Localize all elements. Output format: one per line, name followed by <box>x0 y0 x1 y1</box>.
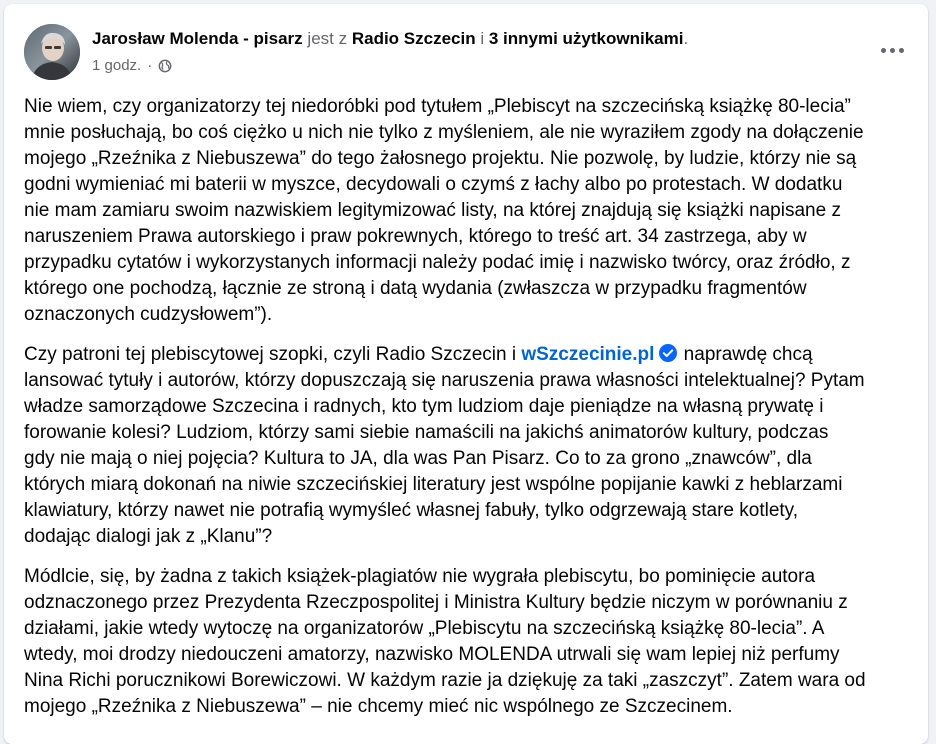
text-line: Nie wiem, czy organizatorzy tej niedoróbki pod tytułem „Plebiscyt na szczecińską książkę 80-lecia” <box>24 96 851 117</box>
text-line: dodając dialogi jak z „Klanu”? <box>24 526 273 547</box>
text-line: godni wymieniać mi baterii w myszce, decydowali o czymś z łachy albo po protestach. W dodatku <box>24 174 843 195</box>
period-text: . <box>683 29 689 48</box>
text-line: działami, jakie wtedy wytoczę na organizatorów „Plebiscytu na szczecińską książkę 80-lecia”. A <box>24 618 825 639</box>
with-text: jest z <box>307 29 348 48</box>
post-timestamp[interactable]: 1 godz. <box>92 57 142 74</box>
text-line: Módlcie, się, by żadna z takich książek-plagiatów nie wygrała plebiscytu, bo pominięcie autora <box>24 566 816 587</box>
text-line: naruszeniem Prawa autorskiego i praw pokrewnych, którego to treść art. 34 zastrzega, aby w <box>24 226 807 247</box>
text-line: których miarą dokonań na niwie szczecińskiej literatury jest wspólne popijanie kawki z heblarzami <box>24 474 843 495</box>
author-avatar[interactable] <box>24 24 80 80</box>
text-line: przypadku cytatów i wykorzystanych informacji należy podać imię i nazwisko twórcy, oraz źródło, z <box>24 252 851 273</box>
post-meta <box>92 56 858 76</box>
text-line: Nina Richi porucznikowi Borewiczowi. W każdym razie ja dziękuję za taki „zaszczyt”. Zatem wara od <box>24 670 866 691</box>
text-line: forowanie kolesi? Ludziom, którzy sami siebie namaścili na jakichś animatorów kultury, podczas <box>24 422 829 443</box>
more-dot <box>899 48 904 53</box>
text-line: lansować tytuły i autorów, którzy dopuszczają się naruszenia prawa własności intelektualnej? Pytam <box>24 370 865 391</box>
text-line: mojego „Rzeźnika z Niebuszewa” – nie chcemy mieć nic wspólnego ze Szczecinem. <box>24 696 733 717</box>
text-line: władze samorządowe Szczecina i radnych, kto tym ludziom daje pieniądze na własną prywatę i <box>24 396 824 417</box>
text-line: odznaczonego przez Prezydenta Rzeczpospolitej i Ministra Kultury będzie niczym w porównaniu z <box>24 592 848 613</box>
others-link[interactable]: 3 innymi użytkownikami <box>488 29 684 48</box>
more-options-button[interactable] <box>872 32 912 68</box>
text-line: nie mam zamiaru swoim nazwiskiem legitymizować listy, na której znajdują się książki napisane z <box>24 200 841 221</box>
text-line: gdy nie mają o niej pojęcia? Kultura to JA, dla was Pan Pisarz. Co to za grono „znawców”, dla <box>24 448 812 469</box>
avatar-image <box>24 24 80 80</box>
tagged-page-link[interactable]: Radio Szczecin <box>351 29 476 48</box>
wszczecinie-page-link[interactable]: wSzczecinie.pl <box>521 344 655 365</box>
and-text: i <box>480 29 485 48</box>
post-text <box>24 94 908 734</box>
text-segment: naprawdę chcą <box>678 344 813 365</box>
text-line: mojego „Rzeźnika z Niebuszewa” do tego żałosnego projektu. Nie pozwolę, by ludzie, którzy nie są <box>24 148 857 169</box>
globe-icon[interactable] <box>158 59 172 73</box>
post-card <box>4 4 928 744</box>
more-options-icon <box>881 48 886 53</box>
text-line <box>24 342 908 368</box>
verified-badge-icon <box>658 343 678 363</box>
text-segment: Czy patroni tej plebiscytowej szopki, czyli Radio Szczecin i <box>24 344 522 365</box>
paragraph-3 <box>24 564 908 720</box>
text-line: klawiatury, którzy nawet nie potrafią wymyśleć własnej fabuły, tylko odgrzewają stare kotlety, <box>24 500 799 521</box>
paragraph-2 <box>24 342 908 550</box>
post-header-line <box>92 28 858 50</box>
post-header <box>92 28 858 76</box>
author-name-link[interactable]: Jarosław Molenda - pisarz <box>92 29 303 48</box>
meta-separator: · <box>147 57 153 74</box>
text-line: wtedy, moi drodzy niedouczeni amatorzy, nazwisko MOLENDA utrwali się wam lepiej niż perfumy <box>24 644 840 665</box>
text-line: oznaczonych cudzysłowem”). <box>24 304 273 325</box>
text-line: którego one pochodzą, łącznie ze stroną i datą wydania (zwłaszcza w przypadku fragmentów <box>24 278 807 299</box>
paragraph-1 <box>24 94 908 328</box>
more-dot <box>890 48 895 53</box>
text-line: mnie posłuchają, bo coś ciężko u nich nie tylko z myśleniem, ale nie wyraziłem zgody na dołączenie <box>24 122 864 143</box>
